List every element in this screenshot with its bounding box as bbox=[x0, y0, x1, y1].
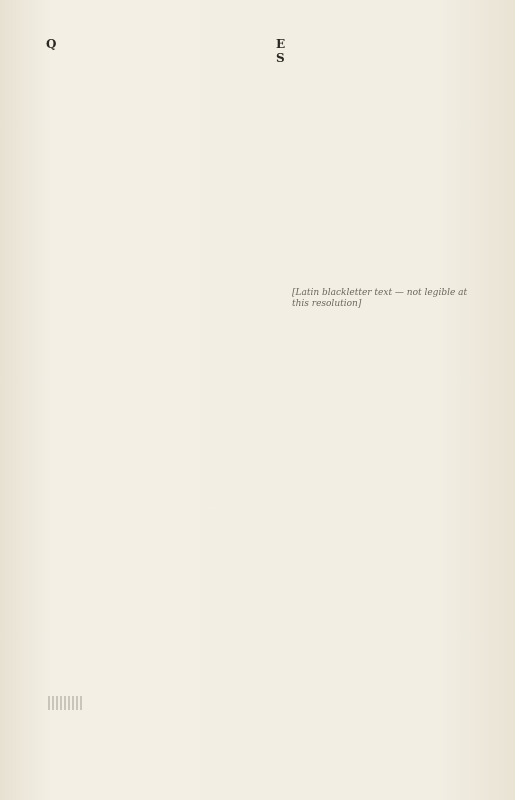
right-column bbox=[276, 38, 486, 694]
paragraph-initial: E bbox=[276, 38, 285, 51]
left-column bbox=[46, 38, 256, 694]
paragraph-initial: Q bbox=[46, 38, 57, 51]
paragraph-initial: S bbox=[276, 51, 285, 65]
right-paragraph-2 bbox=[276, 52, 486, 66]
right-paragraph-1 bbox=[276, 38, 486, 52]
margin-ink-mark bbox=[48, 696, 84, 710]
illegible-text-note: [Latin blackletter text — not legible at this resolution] bbox=[292, 288, 468, 309]
left-paragraph-1 bbox=[46, 38, 256, 52]
